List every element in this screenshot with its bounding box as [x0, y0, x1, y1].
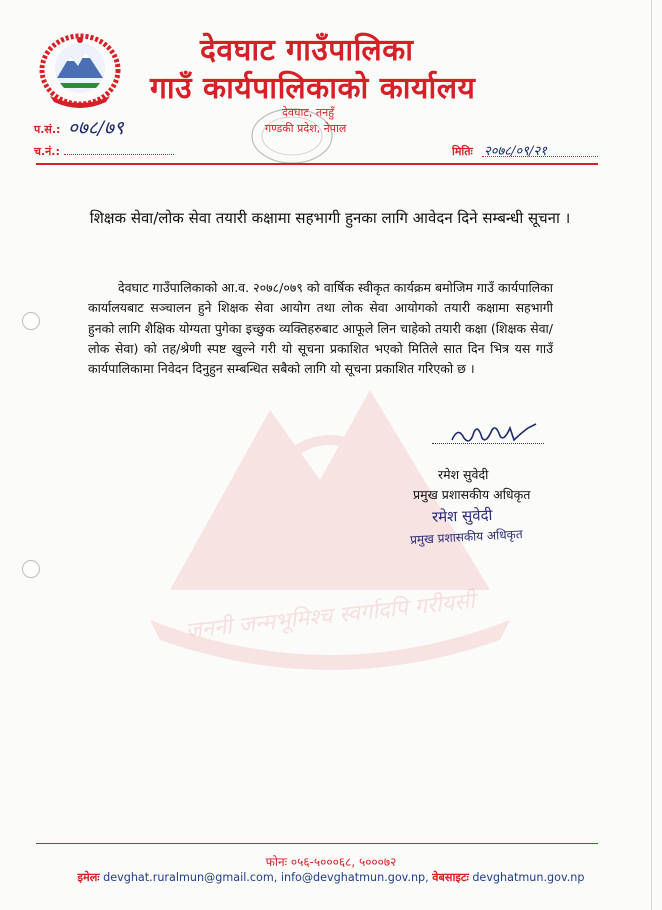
notice-subject: शिक्षक सेवा/लोक सेवा तयारी कक्षामा सहभागी हुनका लागि आवेदन दिने सम्बन्धी सूचना ।: [89, 209, 571, 227]
email-label: इमेलः: [77, 871, 100, 884]
email-links[interactable]: devghat.ruralmun@gmail.com, info@devghatmun.gov.np,: [103, 871, 429, 884]
ref-number-handwritten: ०७८/७९: [68, 117, 124, 139]
footer-contact: [0, 870, 662, 885]
punch-hole-icon: [22, 312, 40, 330]
date-label: मितिः: [452, 145, 473, 158]
page-edge-line: [651, 0, 652, 910]
stamp-title: प्रमुख प्रशासकीय अधिकृत: [409, 527, 523, 547]
address-line1: देवघाट, तनहुँ: [282, 106, 335, 119]
website-link[interactable]: devghatmun.gov.np: [472, 871, 585, 884]
ref-label: प.सं.:: [34, 123, 61, 136]
footer-phone: फोनः ०५६-५०००६८, ५०००७२: [265, 855, 397, 869]
header-rule: [36, 163, 598, 165]
footer-rule: [36, 843, 598, 844]
signature-dotted-line: [432, 443, 544, 444]
website-label: वेबसाइटः: [432, 871, 469, 884]
date-value-handwritten: २०७८/०९/२१: [484, 144, 547, 159]
dispatch-dotted-line: [64, 154, 174, 155]
stamp-name: रमेश सुवेदी: [431, 505, 493, 527]
address-line2: गण्डकी प्रदेश, नेपाल: [265, 122, 347, 135]
signatory-name: रमेश सुवेदी: [438, 467, 489, 482]
office-title-line2: गाउँ कार्यपालिकाको कार्यालय: [150, 71, 476, 106]
punch-hole-icon: [22, 560, 40, 578]
notice-body: देवघाट गाउँपालिकाको आ.व. २०७८/०७९ को वार्षिक स्वीकृत कार्यक्रम बमोजिम गाउँ कार्यपालिका कार्यालयबाट सञ्चालन हुने शिक्षक सेवा आयोग तथा लोक सेवा आयोगको तयारी कक्षामा सहभागी हुनको लागि शैक्षिक योग्यता पुगेका इच्छुक व्यक्तिहरुबाट आफूले लिन चाहेको तयारी कक्षा (शिक्षक सेवा/लोक सेवा) को तह/श्रेणी स्पष्ट खुल्ने गरी यो सूचना प्रकाशित भएको मितिले सात दिन भित्र यस गाउँ कार्यपालिकामा निवेदन दिनुहुन सम्बन्धित सबैको लागि यो सूचना प्रकाशित गरिएको छ ।: [88, 280, 553, 377]
date-dotted-line: [482, 156, 598, 157]
office-title-line1: देवघाट गाउँपालिका: [200, 33, 414, 68]
nepal-emblem-icon: [30, 28, 130, 108]
watermark-motto: जननी जन्मभूमिश्च स्वर्गादपि गरीयसी: [184, 588, 477, 645]
signatory-title: प्रमुख प्रशासकीय अधिकृत: [413, 487, 531, 502]
dispatch-label: च.नं.:: [34, 145, 60, 158]
